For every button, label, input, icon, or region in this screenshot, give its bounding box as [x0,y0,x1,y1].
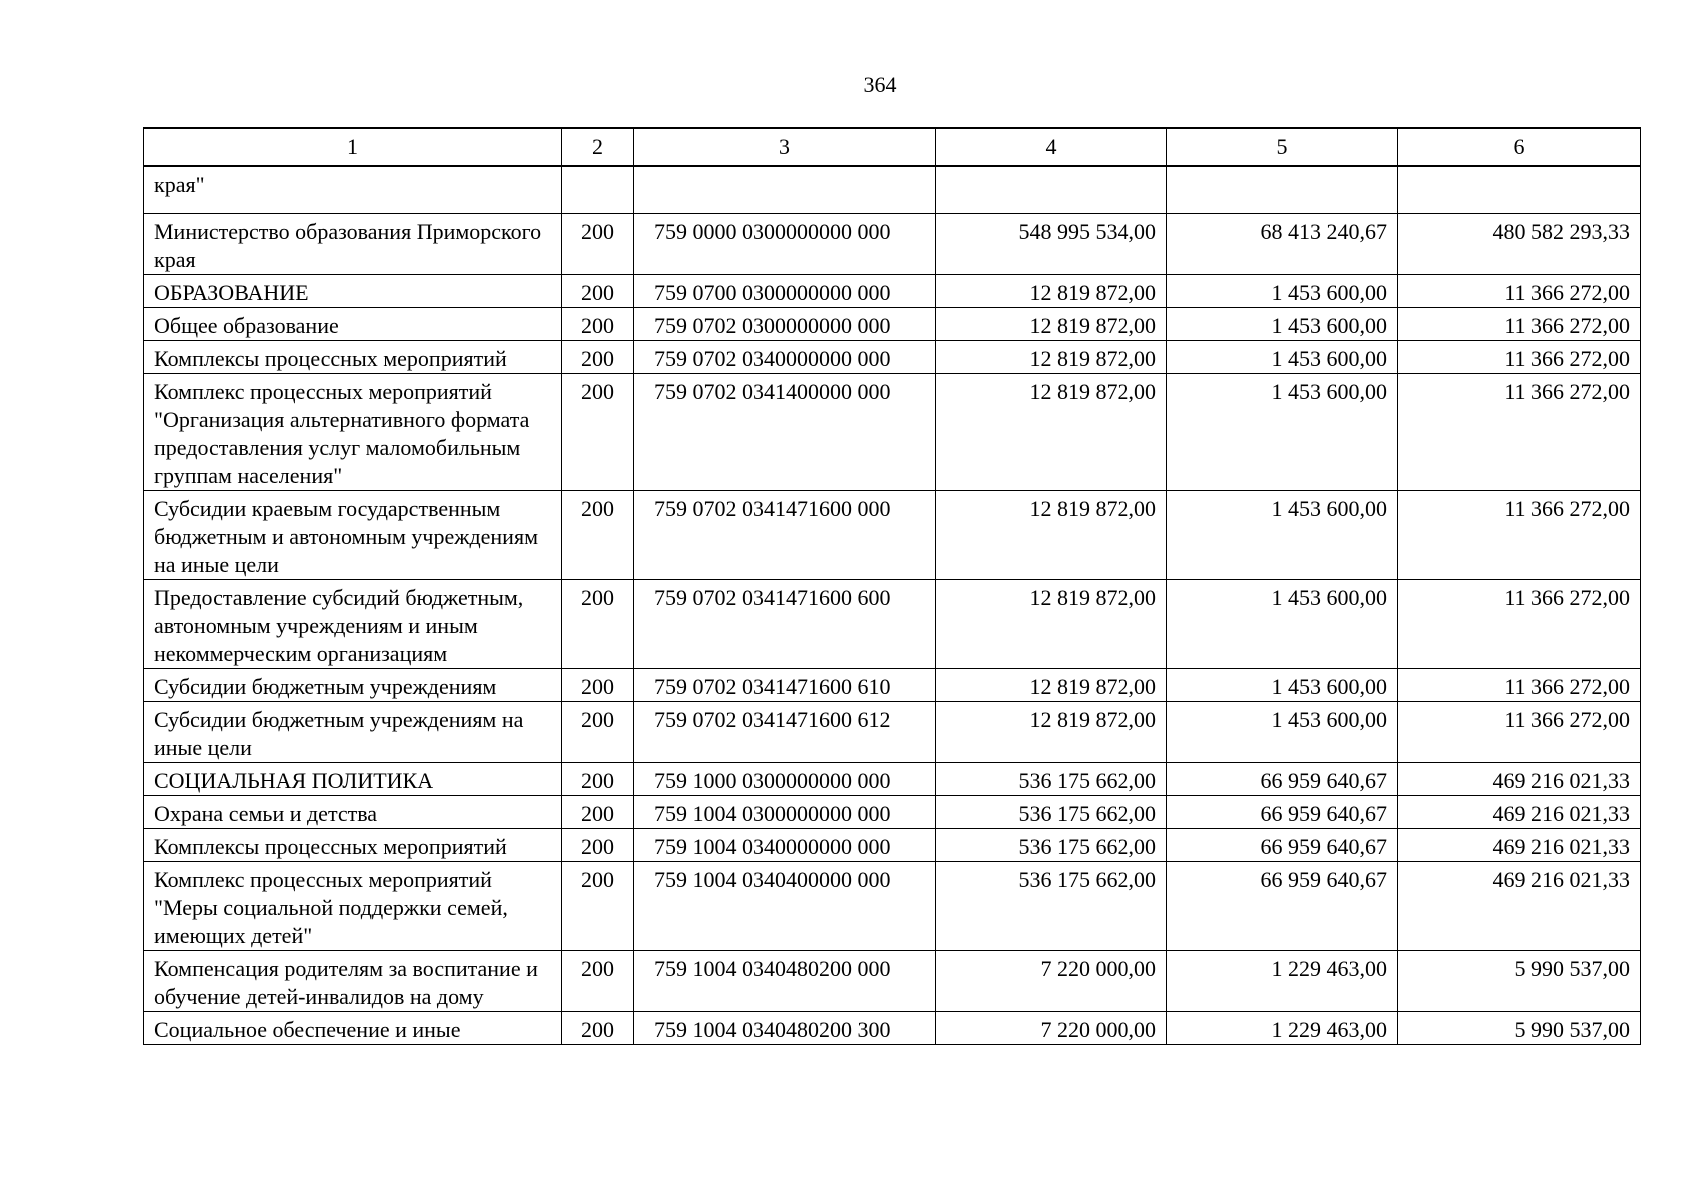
row-amount-col4-cell: 12 819 872,00 [936,308,1167,341]
row-kbk-cell: 759 0702 0341471600 000 [634,491,936,580]
row-name-cell: Компенсация родителям за воспитание и обучение детей-инвалидов на дому [144,951,562,1012]
table-row [144,491,1641,580]
column-number-header-row [144,128,1641,166]
row-amount-col5-cell: 1 453 600,00 [1167,669,1398,702]
row-name-cell: Субсидии бюджетным учреждениям [144,669,562,702]
row-code-cell: 200 [562,214,634,275]
row-amount-col5-cell: 1 453 600,00 [1167,580,1398,669]
table-row [144,214,1641,275]
row-amount-col4-cell: 12 819 872,00 [936,669,1167,702]
row-kbk-cell: 759 0000 0300000000 000 [634,214,936,275]
column-header: 6 [1398,128,1641,166]
row-code-cell: 200 [562,374,634,491]
row-amount-col5-cell: 1 453 600,00 [1167,374,1398,491]
row-code-cell: 200 [562,275,634,308]
row-name-cell: Предоставление субсидий бюджетным, автономным учреждениям и иным некоммерческим организациям [144,580,562,669]
row-name-cell: Социальное обеспечение и иные [144,1012,562,1045]
row-kbk-cell: 759 0702 0341471600 600 [634,580,936,669]
row-code-cell: 200 [562,862,634,951]
table-row [144,829,1641,862]
row-amount-col5-cell: 1 453 600,00 [1167,275,1398,308]
row-amount-col5-cell: 68 413 240,67 [1167,214,1398,275]
row-kbk-cell: 759 0702 0341471600 612 [634,702,936,763]
row-kbk-cell: 759 1000 0300000000 000 [634,763,936,796]
row-kbk-cell: 759 1004 0300000000 000 [634,796,936,829]
row-amount-col4-cell: 12 819 872,00 [936,341,1167,374]
row-kbk-cell: 759 1004 0340480200 000 [634,951,936,1012]
row-code-cell: 200 [562,341,634,374]
row-amount-col4-cell: 7 220 000,00 [936,1012,1167,1045]
row-amount-col5-cell: 1 453 600,00 [1167,491,1398,580]
table-row [144,862,1641,951]
row-name-cell: ОБРАЗОВАНИЕ [144,275,562,308]
row-amount-col4-cell: 12 819 872,00 [936,491,1167,580]
row-name-cell: Субсидии краевым государственным бюджетным и автономным учреждениям на иные цели [144,491,562,580]
table-row [144,951,1641,1012]
row-name-cell: Министерство образования Приморского края [144,214,562,275]
row-amount-col4-cell: 548 995 534,00 [936,214,1167,275]
row-amount-col4-cell: 12 819 872,00 [936,275,1167,308]
row-kbk-cell: 759 0702 0341471600 610 [634,669,936,702]
row-kbk-cell: 759 0702 0340000000 000 [634,341,936,374]
row-amount-col5-cell: 1 229 463,00 [1167,1012,1398,1045]
budget-table [143,127,1641,1045]
row-amount-col6-cell: 11 366 272,00 [1398,702,1641,763]
row-amount-col4-cell [936,166,1167,214]
row-amount-col4-cell: 536 175 662,00 [936,829,1167,862]
row-amount-col4-cell: 12 819 872,00 [936,374,1167,491]
row-code-cell: 200 [562,702,634,763]
table-row [144,374,1641,491]
row-amount-col5-cell: 1 453 600,00 [1167,702,1398,763]
row-amount-col4-cell: 12 819 872,00 [936,702,1167,763]
column-header: 2 [562,128,634,166]
row-amount-col6-cell: 480 582 293,33 [1398,214,1641,275]
table-row [144,166,1641,214]
row-name-cell: Комплексы процессных мероприятий [144,341,562,374]
row-name-cell: Комплексы процессных мероприятий [144,829,562,862]
row-code-cell: 200 [562,308,634,341]
table-row [144,702,1641,763]
row-code-cell: 200 [562,796,634,829]
table-row [144,763,1641,796]
row-code-cell [562,166,634,214]
row-kbk-cell: 759 0702 0341400000 000 [634,374,936,491]
row-name-cell: Субсидии бюджетным учреждениям на иные цели [144,702,562,763]
row-amount-col5-cell: 1 453 600,00 [1167,308,1398,341]
row-amount-col4-cell: 536 175 662,00 [936,862,1167,951]
row-amount-col5-cell: 66 959 640,67 [1167,763,1398,796]
row-amount-col6-cell: 469 216 021,33 [1398,829,1641,862]
row-amount-col6-cell: 11 366 272,00 [1398,491,1641,580]
row-name-cell: Общее образование [144,308,562,341]
column-header: 4 [936,128,1167,166]
row-name-cell: Охрана семьи и детства [144,796,562,829]
row-amount-col5-cell: 66 959 640,67 [1167,796,1398,829]
row-name-cell: СОЦИАЛЬНАЯ ПОЛИТИКА [144,763,562,796]
column-header: 3 [634,128,936,166]
row-code-cell: 200 [562,580,634,669]
row-amount-col4-cell: 7 220 000,00 [936,951,1167,1012]
row-amount-col6-cell: 469 216 021,33 [1398,796,1641,829]
row-amount-col6-cell: 11 366 272,00 [1398,374,1641,491]
row-amount-col6-cell: 11 366 272,00 [1398,308,1641,341]
row-kbk-cell: 759 1004 0340400000 000 [634,862,936,951]
row-amount-col5-cell: 1 229 463,00 [1167,951,1398,1012]
table-row [144,580,1641,669]
table-body [144,128,1641,1045]
row-name-cell: края" [144,166,562,214]
row-amount-col6-cell: 5 990 537,00 [1398,951,1641,1012]
row-amount-col4-cell: 536 175 662,00 [936,796,1167,829]
row-kbk-cell: 759 1004 0340000000 000 [634,829,936,862]
column-header: 5 [1167,128,1398,166]
row-amount-col4-cell: 536 175 662,00 [936,763,1167,796]
row-code-cell: 200 [562,491,634,580]
row-kbk-cell: 759 1004 0340480200 300 [634,1012,936,1045]
row-code-cell: 200 [562,763,634,796]
table-row [144,308,1641,341]
row-amount-col6-cell: 469 216 021,33 [1398,862,1641,951]
row-code-cell: 200 [562,669,634,702]
row-amount-col6-cell: 5 990 537,00 [1398,1012,1641,1045]
row-amount-col6-cell: 11 366 272,00 [1398,669,1641,702]
row-amount-col5-cell: 66 959 640,67 [1167,829,1398,862]
row-code-cell: 200 [562,829,634,862]
row-name-cell: Комплекс процессных мероприятий "Меры социальной поддержки семей, имеющих детей" [144,862,562,951]
row-amount-col4-cell: 12 819 872,00 [936,580,1167,669]
row-amount-col5-cell: 1 453 600,00 [1167,341,1398,374]
row-amount-col6-cell: 469 216 021,33 [1398,763,1641,796]
table-row [144,1012,1641,1045]
page-number: 364 [863,72,897,97]
row-amount-col5-cell: 66 959 640,67 [1167,862,1398,951]
row-kbk-cell: 759 0702 0300000000 000 [634,308,936,341]
row-code-cell: 200 [562,1012,634,1045]
row-name-cell: Комплекс процессных мероприятий "Организация альтернативного формата предоставления услуг маломобильным группам населения" [144,374,562,491]
row-kbk-cell: 759 0700 0300000000 000 [634,275,936,308]
row-kbk-cell [634,166,936,214]
table-row [144,341,1641,374]
row-code-cell: 200 [562,951,634,1012]
row-amount-col5-cell [1167,166,1398,214]
table-row [144,669,1641,702]
table-row [144,796,1641,829]
row-amount-col6-cell: 11 366 272,00 [1398,341,1641,374]
row-amount-col6-cell [1398,166,1641,214]
row-amount-col6-cell: 11 366 272,00 [1398,580,1641,669]
table-row [144,275,1641,308]
column-header: 1 [144,128,562,166]
row-amount-col6-cell: 11 366 272,00 [1398,275,1641,308]
